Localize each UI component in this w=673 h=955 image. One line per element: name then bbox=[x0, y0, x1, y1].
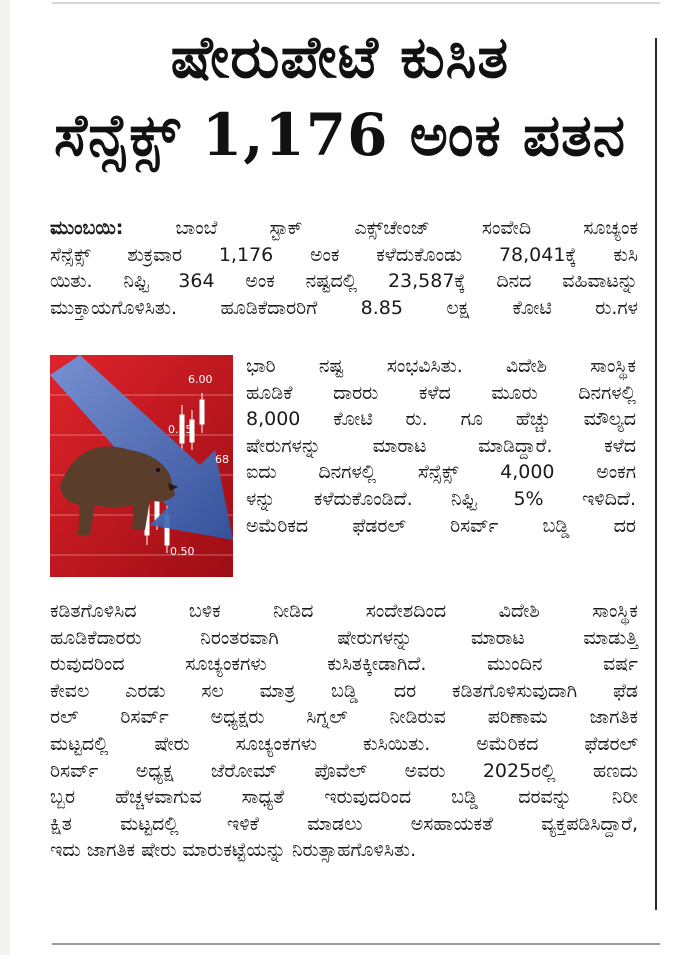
article-line: ಹೂಡಿಕೆದಾರರು ನಿರಂತರವಾಗಿ ಷೇರುಗಳನ್ನು ಮಾರಾಟ ಮಾಡುತ್ತಿ bbox=[50, 626, 638, 649]
article-line: ಯಿತು. ನಿಫ್ಟಿ 364 ಅಂಕ ನಷ್ಟದಲ್ಲಿ 23,587ಕ್ಕೆ ದಿನದ ವಹಿವಾಟನ್ನು bbox=[50, 270, 638, 293]
article-intro bbox=[50, 215, 638, 321]
headline-line-1: ಷೇರುಪೇಟೆ ಕುಸಿತ bbox=[170, 23, 510, 91]
article-line: ರಲ್ ರಿಸರ್ವ್ ಅಧ್ಯಕ್ಷರು ಸಿಗ್ನಲ್ ನೀಡಿರುವ ಪರಿಣಾಮ ಜಾಗತಿಕ bbox=[50, 706, 638, 729]
headline-line-2: ಸೆನ್ಸೆಕ್ಸ್ 1,176 ಅಂಕ ಪತನ bbox=[53, 101, 627, 169]
article-line: 8,000 ಕೋಟಿ ರು. ಗೂ ಹೆಚ್ಚು ಮೌಲ್ಯದ bbox=[246, 408, 636, 431]
article-line: ಇದು ಜಾಗತಿಕ ಷೇರು ಮಾರುಕಟ್ಟೆಯನ್ನು ನಿರುತ್ಸಾಹಗೊಳಿಸಿತು. bbox=[50, 839, 417, 862]
dateline: ಮುಂಬಯಿ: bbox=[50, 217, 124, 239]
article-line: ಕ್ಷಿತ ಮಟ್ಟದಲ್ಲಿ ಇಳಿಕೆ ಮಾಡಲು ಅಸಹಾಯಕತೆ ವ್ಯಕ್ತಪಡಿಸಿದ್ದಾರೆ, bbox=[50, 812, 638, 835]
article-line: ಭಾರಿ ನಷ್ಟ ಸಂಭವಿಸಿತು. ವಿದೇಶಿ ಸಾಂಸ್ಥಿಕ bbox=[246, 355, 636, 377]
page-margin bbox=[0, 0, 10, 955]
article-line: ಬ್ಬರ ಹೆಚ್ಚಳವಾಗುವ ಸಾಧ್ಯತೆ ಇರುವುದರಿಂದ ಬಡ್ಡಿ ದರವನ್ನು ನಿರೀ bbox=[50, 786, 638, 809]
article-line: ಸೆನ್ಸೆಕ್ಸ್ ಶುಕ್ರವಾರ 1,176 ಅಂಕ ಕಳೆದುಕೊಂಡು 78,041ಕ್ಕೆ ಕುಸಿ bbox=[50, 243, 638, 266]
chart-label: 0.50 bbox=[170, 545, 195, 558]
article-line: ಳನ್ನು ಕಳೆದುಕೊಂಡಿದೆ. ನಿಫ್ಟಿ 5% ಇಳಿದಿದೆ. bbox=[246, 487, 636, 510]
bear-market-photo bbox=[50, 355, 233, 577]
top-rule bbox=[52, 2, 660, 4]
chart-label: 6.00 bbox=[188, 373, 213, 386]
article-body bbox=[50, 598, 638, 864]
chart-label: 0.25 bbox=[168, 423, 193, 436]
article-line: ಮಟ್ಟದಲ್ಲಿ ಷೇರು ಸೂಚ್ಯಂಕಗಳು ಕುಸಿಯಿತು. ಅಮೆರಿಕದ ಫೆಡರಲ್ bbox=[50, 732, 638, 755]
article-line: ಷೇರುಗಳನ್ನು ಮಾರಾಟ ಮಾಡಿದ್ದಾರೆ. ಕಳೆದ bbox=[246, 434, 636, 457]
column-rule bbox=[655, 38, 657, 910]
article-line: ಮುಕ್ತಾಯಗೊಳಿಸಿತು. ಹೂಡಿಕೆದಾರರಿಗೆ 8.85 ಲಕ್ಷ ಕೋಟಿ ರು.ಗಳ bbox=[50, 296, 638, 319]
article-line: ರಿಸರ್ವ್ ಅಧ್ಯಕ್ಷ ಜೆರೋಮ್ ಪೊವೆಲ್ ಅವರು 2025ರಲ್ಲಿ ಹಣದು bbox=[50, 759, 638, 782]
chart-label: 68 bbox=[215, 453, 229, 466]
article-line: ರುವುದರಿಂದ ಸೂಚ್ಯಂಕಗಳು ಕುಸಿತಕ್ಕೀಡಾಗಿದೆ. ಮುಂದಿನ ವರ್ಷ bbox=[50, 653, 638, 676]
article-line: ಹೂಡಿಕೆ ದಾರರು ಕಳೆದ ಮೂರು ದಿನಗಳಲ್ಲಿ bbox=[246, 381, 636, 404]
article-line: ಕಡಿತಗೊಳಿಸಿದ ಬಳಿಕ ನೀಡಿದ ಸಂದೇಶದಿಂದ ವಿದೇಶಿ ಸಾಂಸ್ಥಿಕ bbox=[50, 600, 638, 622]
article-line: ಕೇವಲ ಎರಡು ಸಲ ಮಾತ್ರ ಬಡ್ಡಿ ದರ ಕಡಿತಗೊಳಿಸುವುದಾಗಿ ಫೆಡ bbox=[50, 679, 638, 702]
article-line bbox=[50, 215, 638, 242]
article-side-column bbox=[246, 353, 636, 539]
headline bbox=[30, 18, 650, 174]
bottom-rule bbox=[52, 943, 660, 945]
article-line: ಅಮೆರಿಕದ ಫೆಡರಲ್ ರಿಸರ್ವ್ ಬಡ್ಡಿ ದರ bbox=[246, 514, 636, 537]
bear-market-illustration bbox=[50, 355, 233, 577]
article-line: ಐದು ದಿನಗಳಲ್ಲಿ ಸೆನ್ಸೆಕ್ಸ್ 4,000 ಅಂಕಗ bbox=[246, 461, 636, 484]
article-line-text: ಬಾಂಬೆ ಸ್ಟಾಕ್ ಎಕ್ಸ್‌ಚೇಂಜ್ ಸಂವೇದಿ ಸೂಚ್ಯಂಕ bbox=[175, 217, 638, 239]
